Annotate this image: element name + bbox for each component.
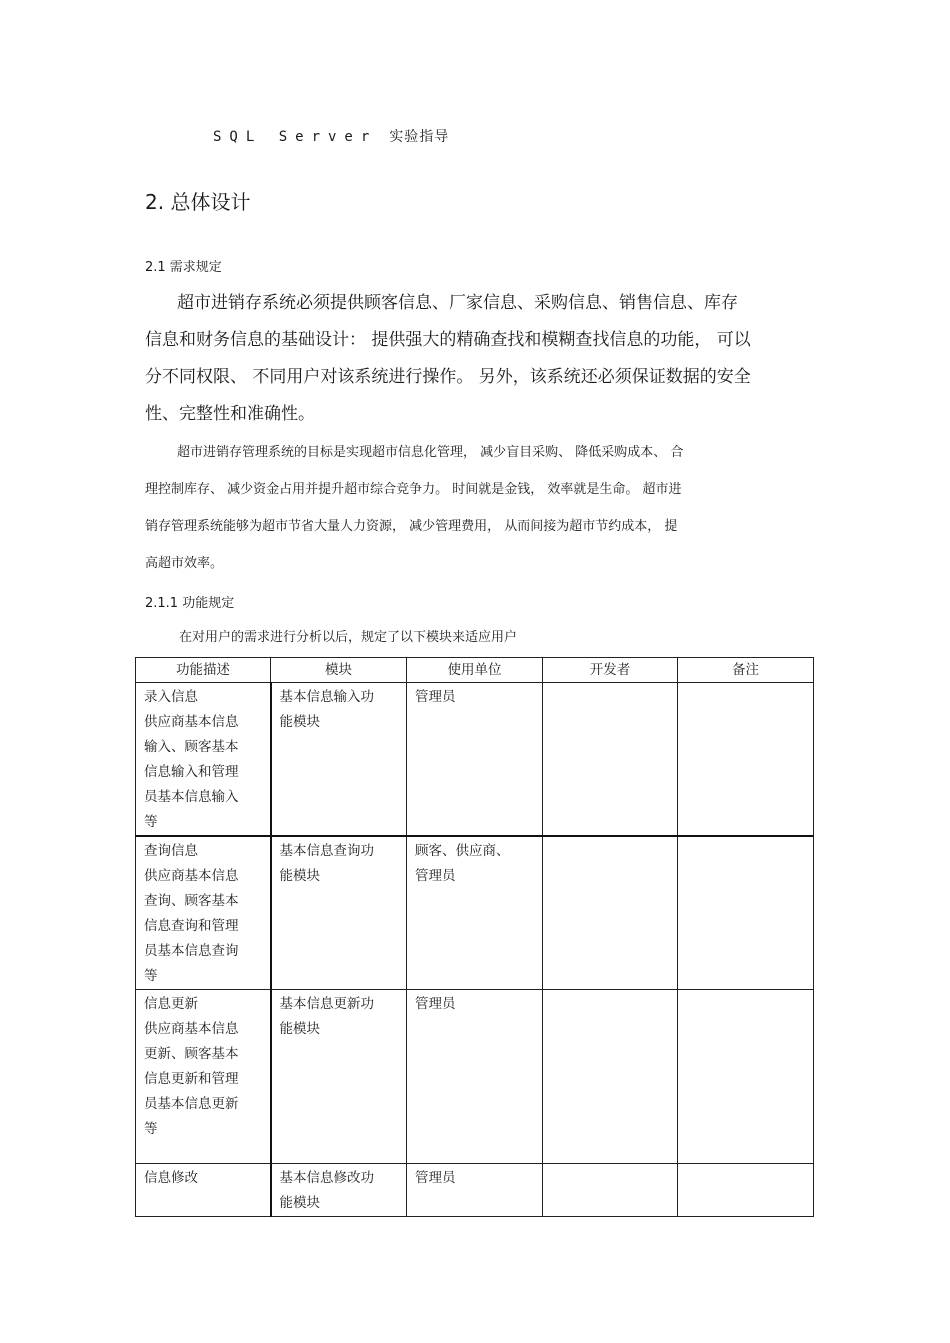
cell-line: 录入信息: [144, 689, 198, 705]
section-heading: 2. 总体设计: [145, 190, 251, 214]
module-cell: [271, 683, 407, 837]
cell-line: 信息查询和管理: [144, 918, 239, 934]
cell-line: 基本信息更新功: [279, 996, 374, 1012]
table-row: [136, 1164, 814, 1217]
requirements-paragraph: [145, 285, 810, 433]
cell-line: 能模块: [279, 868, 320, 884]
goal-paragraph: [145, 432, 807, 580]
cell-line: 管理员: [415, 1170, 456, 1186]
note-cell: [678, 683, 814, 837]
column-header: 备注: [678, 658, 814, 683]
cell-line: 更新、顾客基本: [144, 1046, 239, 1062]
column-header: 模块: [271, 658, 407, 683]
desc-cell: [136, 836, 271, 990]
unit-cell: [407, 990, 543, 1164]
paragraph-line: 信息和财务信息的基础设计： 提供强大的精确查找和模糊查找信息的功能， 可以: [145, 330, 751, 350]
paragraph-line: 超市进销存系统必须提供顾客信息、厂家信息、采购信息、销售信息、库存: [177, 293, 738, 313]
cell-line: 能模块: [279, 714, 320, 730]
cell-line: 员基本信息输入: [144, 789, 239, 805]
module-cell: [271, 836, 407, 990]
paragraph-line: 高超市效率。: [145, 556, 224, 571]
developer-cell: [543, 683, 678, 837]
function-table: [135, 657, 814, 1217]
running-header: [213, 126, 449, 146]
cell-line: 供应商基本信息: [144, 868, 239, 884]
paragraph-line: 分不同权限、 不同用户对该系统进行操作。 另外，该系统还必须保证数据的安全: [145, 367, 751, 387]
cell-line: 员基本信息更新: [144, 1096, 239, 1112]
cell-line: 等: [144, 814, 158, 830]
developer-cell: [543, 836, 678, 990]
column-header: 开发者: [543, 658, 678, 683]
paragraph-line: 理控制库存、 减少资金占用并提升超市综合竞争力。 时间就是金钱， 效率就是生命。 超市进: [145, 482, 682, 497]
cell-line: 管理员: [415, 689, 456, 705]
header-title-cn: 实验指导: [389, 129, 450, 145]
table-header-row: [136, 658, 814, 683]
table-row: [136, 836, 814, 990]
subsection-heading: 2.1 需求规定: [145, 260, 222, 275]
module-cell: [271, 1164, 407, 1217]
cell-line: 能模块: [279, 1021, 320, 1037]
paragraph-line: 超市进销存管理系统的目标是实现超市信息化管理， 减少盲目采购、 降低采购成本、 合: [177, 445, 684, 460]
subsubsection-heading: 2.1.1 功能规定: [145, 596, 235, 611]
developer-cell: [543, 1164, 678, 1217]
cell-line: 基本信息修改功: [279, 1170, 374, 1186]
table-row: [136, 990, 814, 1164]
column-header: 使用单位: [407, 658, 543, 683]
note-cell: [678, 990, 814, 1164]
cell-line: 供应商基本信息: [144, 1021, 239, 1037]
desc-cell: [136, 990, 271, 1164]
note-cell: [678, 1164, 814, 1217]
cell-line: 等: [144, 1121, 158, 1137]
cell-line: 查询、顾客基本: [144, 893, 239, 909]
cell-line: 信息修改: [144, 1170, 198, 1186]
note-cell: [678, 836, 814, 990]
cell-line: 能模块: [279, 1195, 320, 1211]
table-row: [136, 683, 814, 837]
paragraph-line: 销存管理系统能够为超市节省大量人力资源， 减少管理费用， 从而间接为超市节约成本， 提: [145, 519, 678, 534]
cell-line: 信息更新: [144, 996, 198, 1012]
column-header: 功能描述: [136, 658, 271, 683]
table-intro: 在对用户的需求进行分析以后，规定了以下模块来适应用户: [179, 630, 518, 645]
cell-line: 查询信息: [144, 843, 198, 859]
cell-line: 输入、顾客基本: [144, 739, 239, 755]
cell-line: 供应商基本信息: [144, 714, 239, 730]
cell-line: 信息更新和管理: [144, 1071, 239, 1087]
unit-cell: [407, 836, 543, 990]
unit-cell: [407, 1164, 543, 1217]
cell-line: 基本信息输入功: [279, 689, 374, 705]
desc-cell: [136, 1164, 271, 1217]
unit-cell: [407, 683, 543, 837]
cell-line: 等: [144, 968, 158, 984]
developer-cell: [543, 990, 678, 1164]
module-cell: [271, 990, 407, 1164]
header-title-en: SQL Server: [213, 129, 378, 145]
cell-line: 信息输入和管理: [144, 764, 239, 780]
paragraph-line: 性、完整性和准确性。: [145, 404, 315, 424]
desc-cell: [136, 683, 271, 837]
cell-line: 基本信息查询功: [279, 843, 374, 859]
cell-line: 管理员: [415, 868, 456, 884]
cell-line: 顾客、供应商、: [415, 843, 510, 859]
cell-line: 员基本信息查询: [144, 943, 239, 959]
cell-line: 管理员: [415, 996, 456, 1012]
